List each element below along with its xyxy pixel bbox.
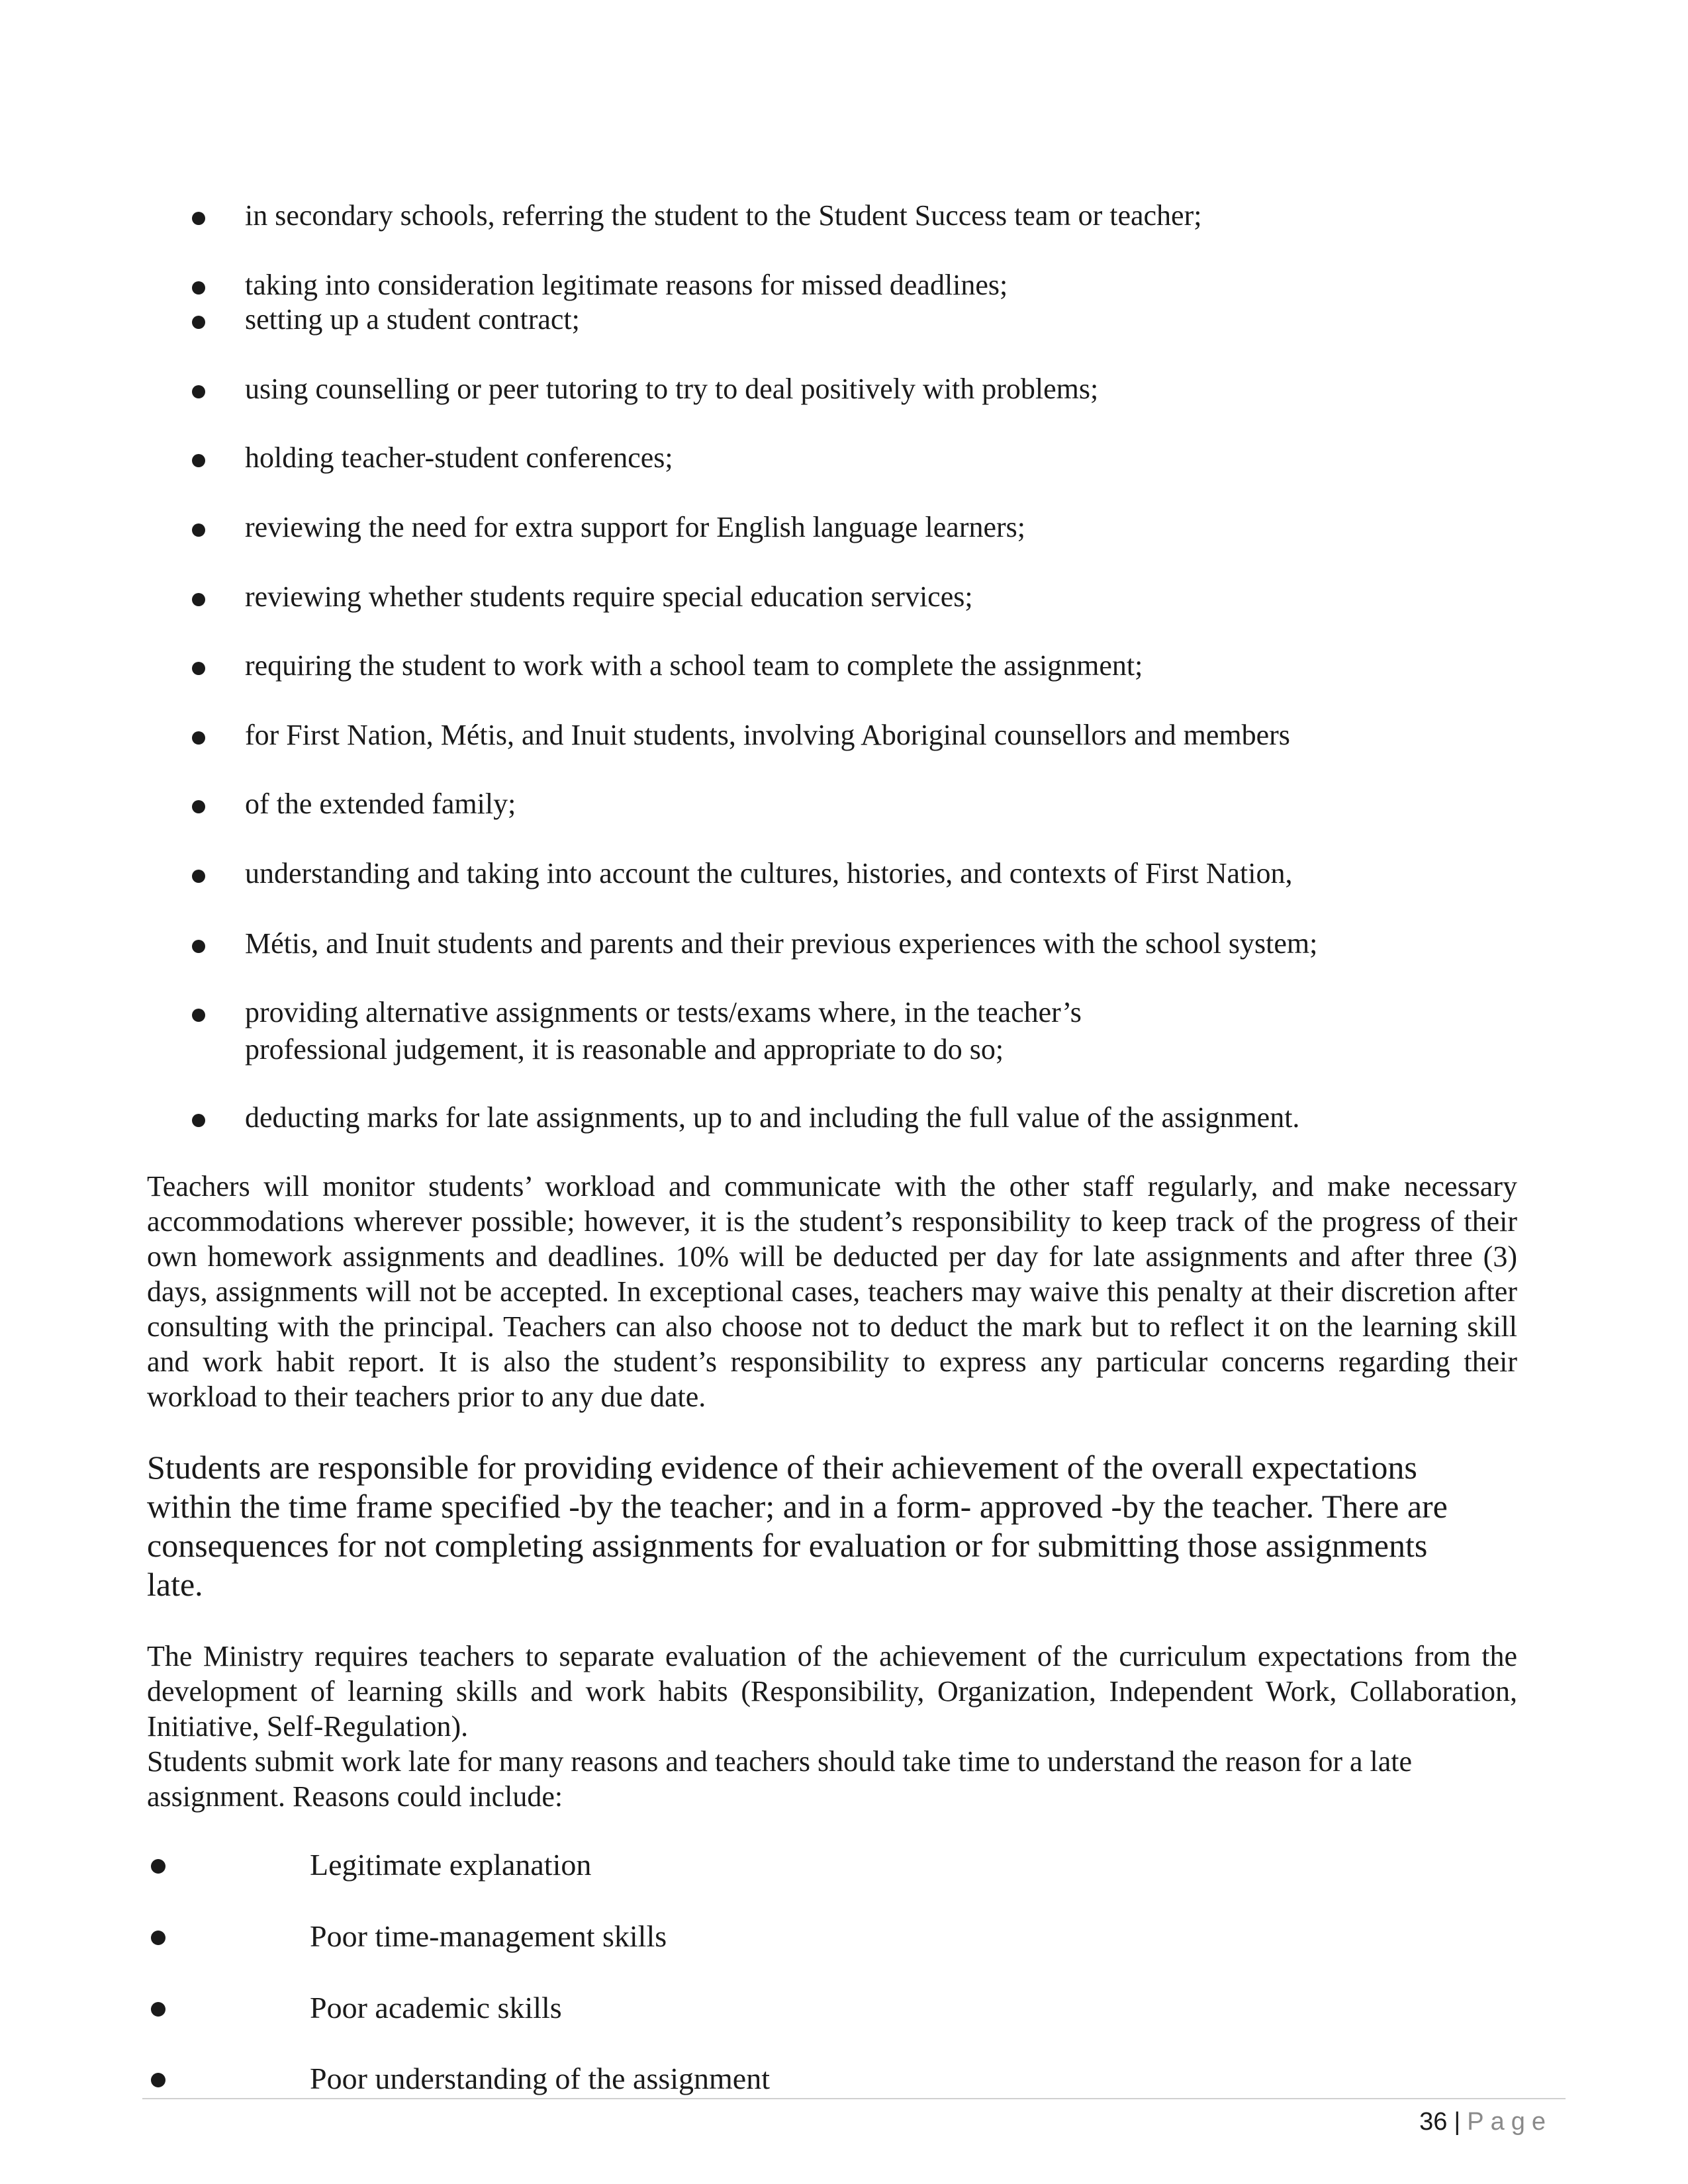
page-label: Page xyxy=(1467,2108,1552,2136)
list-item: Poor understanding of the assignment xyxy=(310,2062,771,2095)
list-item: Legitimate explanation xyxy=(310,1848,592,1882)
bullet-icon xyxy=(192,731,205,745)
bullet-icon xyxy=(192,523,205,537)
page-footer xyxy=(1419,2103,1552,2140)
bullet-icon xyxy=(192,454,205,467)
bullet-icon xyxy=(192,1009,205,1022)
list-item: for First Nation, Métis, and Inuit students, involving Aboriginal counsellors and members xyxy=(245,719,1290,751)
bullet-icon xyxy=(192,940,205,953)
list-item: Métis, and Inuit students and parents and their previous experiences with the school system; xyxy=(245,927,1318,960)
list-item: using counselling or peer tutoring to try to deal positively with problems; xyxy=(245,373,1099,405)
page-number: 36 xyxy=(1419,2108,1448,2136)
list-item: requiring the student to work with a school team to complete the assignment; xyxy=(245,649,1143,682)
bullet-icon xyxy=(151,2073,165,2087)
list-item: taking into consideration legitimate reasons for missed deadlines; xyxy=(245,269,1008,301)
footer-divider xyxy=(142,2098,1566,2099)
bullet-icon xyxy=(192,800,205,813)
list-item: in secondary schools, referring the student to the Student Success team or teacher; xyxy=(245,199,1202,232)
list-item: reviewing whether students require special education services; xyxy=(245,580,973,613)
list-item: holding teacher-student conferences; xyxy=(245,441,673,474)
list-item: deducting marks for late assignments, up to and including the full value of the assignment. xyxy=(245,1101,1300,1134)
list-item: Poor time-management skills xyxy=(310,1919,667,1953)
responsibility-paragraph: Students are responsible for providing evidence of their achievement of the overall expectations within the time frame specified -by the teacher; and in a form- approved -by the teacher. There are consequences for not completing assignments for evaluation or for submitting those assignments late. xyxy=(147,1449,1448,1603)
bullet-icon xyxy=(151,2002,165,2017)
list-item: Poor academic skills xyxy=(310,1991,562,2025)
footer-separator: | xyxy=(1454,2108,1461,2136)
bullet-icon xyxy=(192,212,205,225)
bullet-icon xyxy=(151,1931,165,1945)
reasons-intro-paragraph: Students submit work late for many reasons and teachers should take time to understand the reason for a late assignment. Reasons could include: xyxy=(147,1745,1413,1813)
list-item: providing alternative assignments or tests/exams where, in the teacher’s professional judgement, it is reasonable and appropriate to do so; xyxy=(245,996,1082,1066)
list-item: of the extended family; xyxy=(245,788,516,820)
bullet-icon xyxy=(192,316,205,329)
list-item: setting up a student contract; xyxy=(245,303,580,336)
bullet-icon xyxy=(192,662,205,675)
bullet-icon xyxy=(192,593,205,606)
ministry-paragraph: The Ministry requires teachers to separate evaluation of the achievement of the curriculum expectations from the development of learning skills and work habits (Responsibility, Organization, Independent Work, Collaboration, Initiative, Self-Regulation). xyxy=(147,1640,1517,1743)
bullet-icon xyxy=(192,385,205,398)
bullet-icon xyxy=(151,1859,165,1874)
bullet-icon xyxy=(192,1114,205,1127)
list-item: understanding and taking into account the cultures, histories, and contexts of First Nation, xyxy=(245,857,1293,889)
list-item: reviewing the need for extra support for English language learners; xyxy=(245,511,1026,543)
bullet-icon xyxy=(192,870,205,883)
workload-paragraph: Teachers will monitor students’ workload and communicate with the other staff regularly, and make necessary accommodations wherever possible; however, it is the student’s responsibility to keep track of the progress of their own homework assignments and deadlines. 10% will be deducted per day for late assignments and after three (3) days, assignments will not be accepted. In exceptional cases, teachers may waive this penalty at their discretion after consulting with the principal. Teachers can also choose not to deduct the mark but to reflect it on the learning skill and work habit report. It is also the student’s responsibility to express any particular concerns regarding their workload to their teachers prior to any due date. xyxy=(147,1170,1517,1413)
bullet-icon xyxy=(192,281,205,295)
